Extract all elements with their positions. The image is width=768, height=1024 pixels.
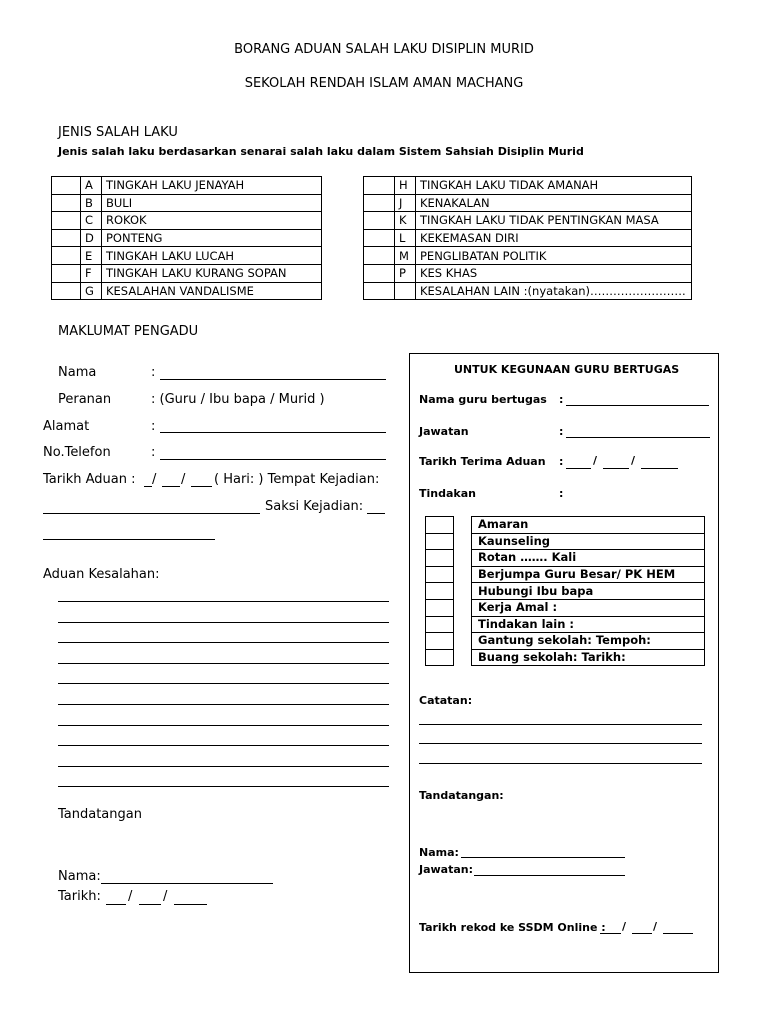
category-row (52, 212, 322, 230)
catatan-line-3[interactable] (419, 763, 702, 764)
category-code: P (395, 264, 416, 282)
action-checkbox[interactable] (426, 599, 454, 616)
action-label: Hubungi Ibu bapa (472, 583, 705, 600)
action-row (472, 649, 705, 666)
aduan-line[interactable] (58, 683, 389, 684)
slash: / (653, 920, 658, 933)
action-check-row (426, 566, 454, 583)
school-name: SEKOLAH RENDAH ISLAM AMAN MACHANG (244, 76, 524, 91)
tindakan-table (471, 516, 705, 666)
action-checkbox[interactable] (426, 649, 454, 666)
category-checkbox[interactable] (364, 177, 395, 195)
action-check-row (426, 599, 454, 616)
nama-label: Nama (58, 365, 97, 380)
colon: : (559, 425, 564, 438)
action-check-row (426, 616, 454, 633)
terima-day[interactable] (566, 468, 591, 469)
rekod-day[interactable] (600, 933, 621, 934)
tarikh-aduan-year[interactable] (191, 486, 212, 487)
peranan-label: Peranan (58, 392, 112, 407)
peranan-value: : (Guru / Ibu bapa / Murid ) (151, 392, 325, 407)
slash: / (593, 454, 598, 467)
tindakan-checkboxes[interactable] (425, 516, 454, 666)
category-table-right (363, 176, 692, 300)
category-row (52, 282, 322, 300)
aduan-line[interactable] (58, 601, 389, 602)
telefon-field[interactable] (160, 459, 386, 460)
category-checkbox[interactable] (52, 212, 81, 230)
category-code (395, 282, 416, 300)
action-label: Rotan ……. Kali (472, 550, 705, 567)
action-check-row (426, 533, 454, 550)
category-label: KENAKALAN (416, 194, 692, 212)
rekod-month[interactable] (632, 933, 652, 934)
jenis-heading: JENIS SALAH LAKU (58, 125, 178, 140)
tarikh-terima-label: Tarikh Terima Aduan (419, 455, 546, 468)
nama-guru-field[interactable] (566, 405, 709, 406)
category-checkbox[interactable] (364, 212, 395, 230)
action-row (472, 599, 705, 616)
terima-month[interactable] (603, 468, 629, 469)
category-label: TINGKAH LAKU TIDAK PENTINGKAN MASA (416, 212, 692, 230)
category-row (52, 177, 322, 195)
guru-jawatan-label: Jawatan: (419, 863, 474, 876)
category-code: J (395, 194, 416, 212)
category-code: B (81, 194, 102, 212)
category-code: A (81, 177, 102, 195)
category-code: H (395, 177, 416, 195)
tarikh-label: Tarikh: (58, 889, 101, 904)
action-checkbox[interactable] (426, 616, 454, 633)
nama-field[interactable] (160, 379, 386, 380)
saksi-field-cont[interactable] (43, 539, 215, 540)
slash: / (622, 920, 627, 933)
category-checkbox[interactable] (364, 229, 395, 247)
category-row (52, 264, 322, 282)
action-row (472, 633, 705, 650)
category-row (52, 229, 322, 247)
slash: / (128, 889, 133, 904)
category-label: TINGKAH LAKU JENAYAH (102, 177, 322, 195)
guru-heading: UNTUK KEGUNAAN GURU BERTUGAS (454, 363, 680, 376)
category-checkbox[interactable] (364, 247, 395, 265)
guru-nama-field[interactable] (461, 857, 625, 858)
category-label: PENGLIBATAN POLITIK (416, 247, 692, 265)
nama-guru-label: Nama guru bertugas (419, 393, 547, 406)
aduan-line[interactable] (58, 766, 389, 767)
tarikh-aduan-day[interactable] (144, 486, 152, 487)
category-label: TINGKAH LAKU KURANG SOPAN (102, 264, 322, 282)
category-checkbox[interactable] (52, 177, 81, 195)
aduan-line[interactable] (58, 622, 389, 623)
aduan-line[interactable] (58, 642, 389, 643)
category-row (364, 229, 692, 247)
action-row (472, 566, 705, 583)
telefon-label: No.Telefon (43, 445, 111, 460)
action-checkbox[interactable] (426, 566, 454, 583)
category-code: F (81, 264, 102, 282)
category-checkbox[interactable] (52, 264, 81, 282)
action-row (472, 533, 705, 550)
action-checkbox[interactable] (426, 517, 454, 534)
aduan-label: Aduan Kesalahan: (43, 567, 160, 582)
aduan-line[interactable] (58, 704, 389, 705)
ssdm-rekod-label: Tarikh rekod ke SSDM Online : (419, 921, 606, 934)
rekod-year[interactable] (663, 933, 693, 934)
jenis-subtitle: Jenis salah laku berdasarkan senarai salah laku dalam Sistem Sahsiah Disiplin Murid (58, 145, 584, 158)
action-checkbox[interactable] (426, 550, 454, 567)
action-row (472, 550, 705, 567)
jawatan-label: Jawatan (419, 425, 469, 438)
slash: / (152, 472, 157, 487)
alamat-label: Alamat (43, 419, 90, 434)
slash: / (181, 472, 186, 487)
category-label: ROKOK (102, 212, 322, 230)
category-row (364, 264, 692, 282)
category-code: C (81, 212, 102, 230)
category-row (364, 177, 692, 195)
category-label: BULI (102, 194, 322, 212)
action-check-row (426, 633, 454, 650)
colon: : (559, 455, 564, 468)
action-label: Gantung sekolah: Tempoh: (472, 633, 705, 650)
category-row (52, 247, 322, 265)
pengadu-heading: MAKLUMAT PENGADU (58, 324, 199, 339)
category-checkbox[interactable] (52, 194, 81, 212)
action-row (472, 583, 705, 600)
aduan-line[interactable] (58, 745, 389, 746)
category-row (52, 194, 322, 212)
action-check-row (426, 517, 454, 534)
slash: / (163, 889, 168, 904)
category-checkbox[interactable] (364, 264, 395, 282)
alamat-colon: : (151, 419, 156, 434)
tarikh-month[interactable] (139, 904, 161, 905)
nama2-field[interactable] (101, 883, 273, 884)
category-checkbox[interactable] (52, 229, 81, 247)
category-code: D (81, 229, 102, 247)
category-row (364, 212, 692, 230)
saksi-field[interactable] (367, 513, 385, 514)
terima-year[interactable] (641, 468, 678, 469)
action-label: Tindakan lain : (472, 616, 705, 633)
category-label: KEKEMASAN DIRI (416, 229, 692, 247)
guru-tandatangan-label: Tandatangan: (419, 789, 504, 802)
category-code: K (395, 212, 416, 230)
catatan-label: Catatan: (419, 694, 473, 707)
category-table-left (51, 176, 322, 300)
action-checkbox[interactable] (426, 533, 454, 550)
aduan-line[interactable] (58, 786, 389, 787)
colon: : (559, 487, 564, 500)
action-checkbox[interactable] (426, 633, 454, 650)
action-row (472, 616, 705, 633)
colon: : (559, 393, 564, 406)
action-row (472, 517, 705, 534)
category-checkbox[interactable] (364, 194, 395, 212)
catatan-line-1[interactable] (419, 724, 702, 725)
aduan-line[interactable] (58, 725, 389, 726)
category-code: L (395, 229, 416, 247)
category-row (364, 194, 692, 212)
form-title: BORANG ADUAN SALAH LAKU DISIPLIN MURID (234, 42, 534, 57)
category-label: KESALAHAN LAIN :(nyatakan)……………………. (416, 282, 692, 300)
hari-tempat-label: ( Hari: ) Tempat Kejadian: (214, 472, 380, 487)
category-code: M (395, 247, 416, 265)
category-code: E (81, 247, 102, 265)
guru-nama-label: Nama: (419, 846, 459, 859)
tarikh-year[interactable] (174, 904, 207, 905)
action-label: Kerja Amal : (472, 599, 705, 616)
aduan-line[interactable] (58, 663, 389, 664)
action-check-row (426, 583, 454, 600)
tindakan-label: Tindakan (419, 487, 476, 500)
action-checkbox[interactable] (426, 583, 454, 600)
slash: / (631, 454, 636, 467)
action-label: Berjumpa Guru Besar/ PK HEM (472, 566, 705, 583)
action-check-row (426, 550, 454, 567)
action-label: Amaran (472, 517, 705, 534)
category-label: TINGKAH LAKU TIDAK AMANAH (416, 177, 692, 195)
saksi-label: Saksi Kejadian: (265, 499, 364, 514)
tarikh-aduan-label: Tarikh Aduan : (43, 472, 136, 487)
category-code: G (81, 282, 102, 300)
category-checkbox[interactable] (364, 282, 395, 300)
nama-colon: : (151, 365, 156, 380)
tarikh-aduan-month[interactable] (162, 486, 180, 487)
category-label: TINGKAH LAKU LUCAH (102, 247, 322, 265)
tandatangan-label: Tandatangan (58, 807, 142, 822)
category-label: PONTENG (102, 229, 322, 247)
guru-jawatan-field[interactable] (474, 875, 625, 876)
category-checkbox[interactable] (52, 247, 81, 265)
action-label: Kaunseling (472, 533, 705, 550)
action-label: Buang sekolah: Tarikh: (472, 649, 705, 666)
alamat-field[interactable] (160, 432, 386, 433)
tempat-kejadian-field[interactable] (43, 513, 260, 514)
category-row (364, 247, 692, 265)
action-check-row (426, 649, 454, 666)
catatan-line-2[interactable] (419, 743, 702, 744)
jawatan-field[interactable] (566, 437, 710, 438)
category-label: KESALAHAN VANDALISME (102, 282, 322, 300)
telefon-colon: : (151, 445, 156, 460)
category-row (364, 282, 692, 300)
category-label: KES KHAS (416, 264, 692, 282)
tarikh-day[interactable] (106, 904, 126, 905)
category-checkbox[interactable] (52, 282, 81, 300)
nama2-label: Nama: (58, 869, 101, 884)
